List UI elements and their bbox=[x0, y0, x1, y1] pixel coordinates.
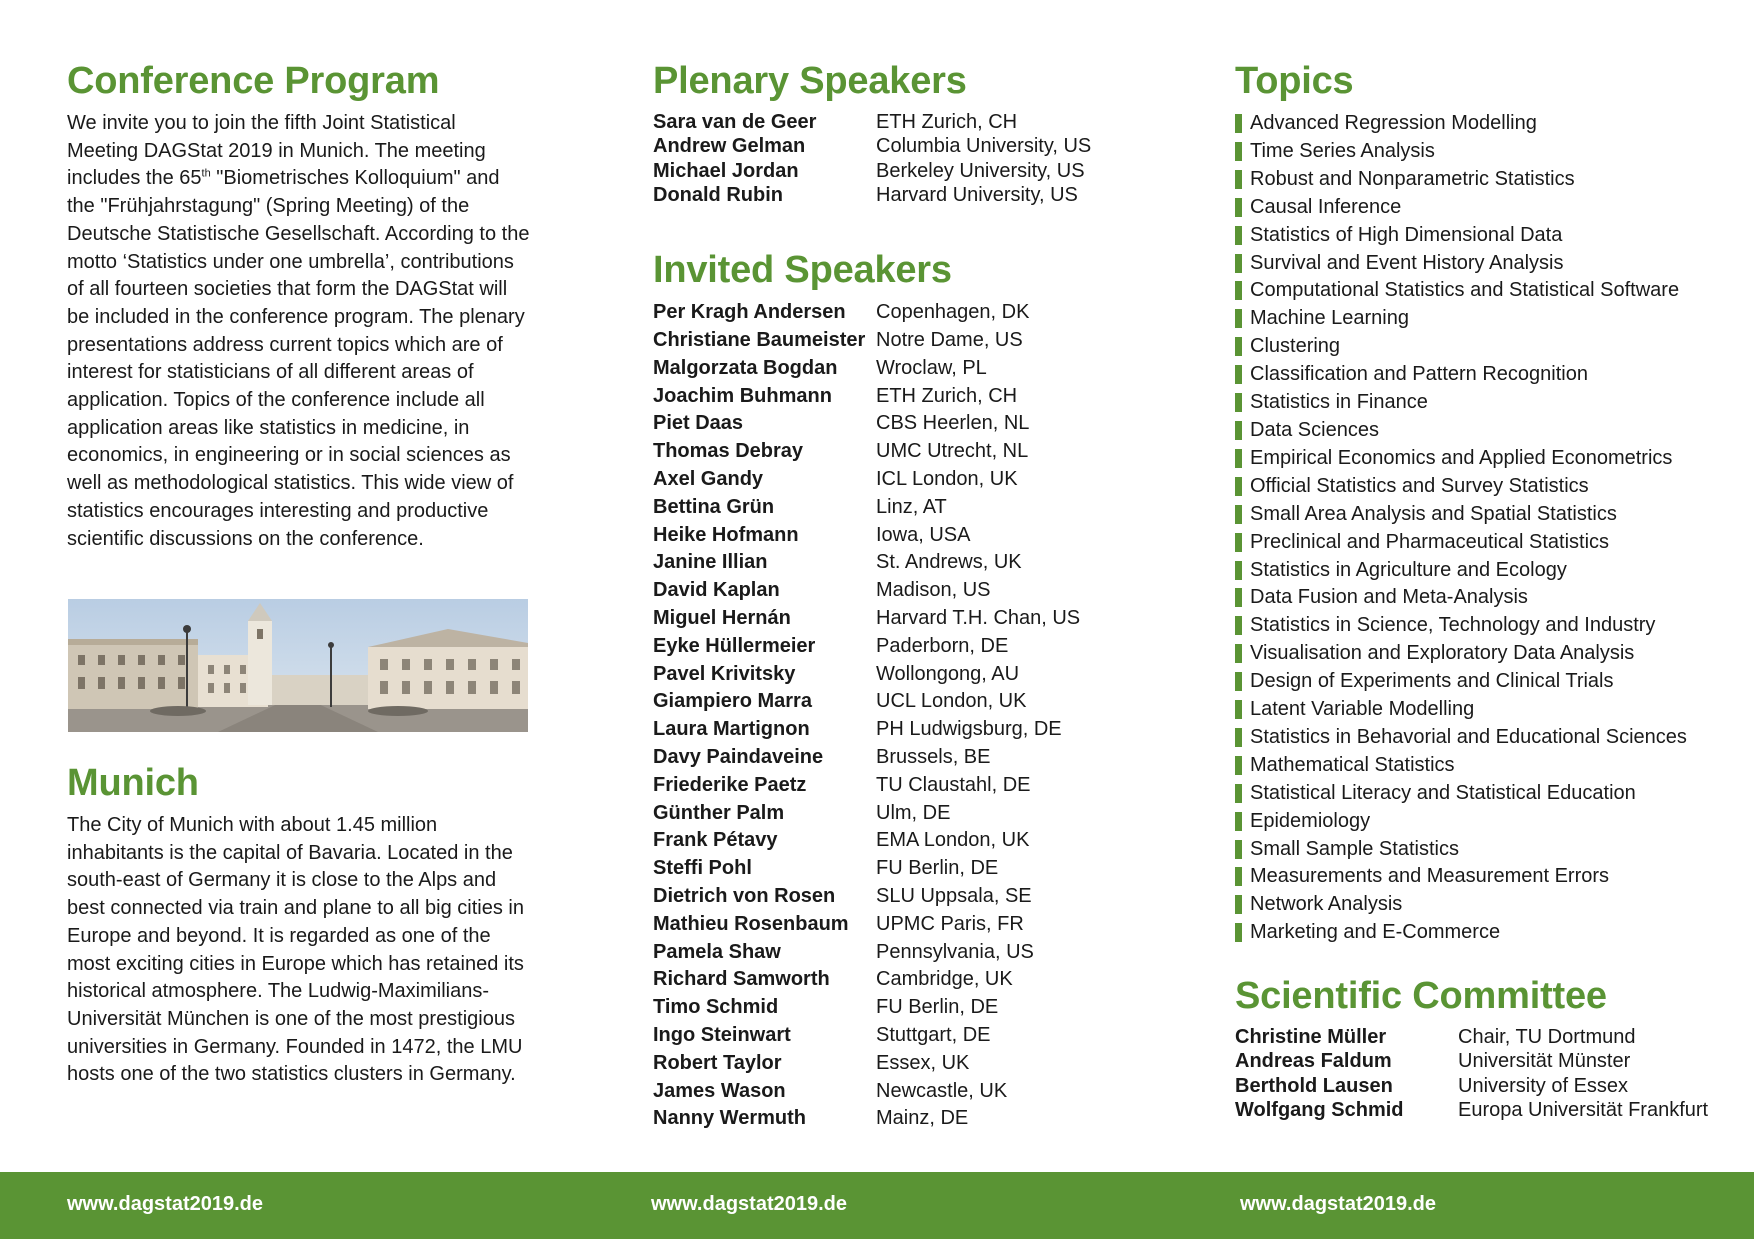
munich-title: Munich bbox=[67, 762, 199, 804]
topic-bullet-icon bbox=[1235, 812, 1242, 831]
person-name: Pamela Shaw bbox=[653, 940, 781, 963]
person-affiliation: Mainz, DE bbox=[876, 1107, 969, 1130]
topic-label: Computational Statistics and Statistical Software bbox=[1250, 279, 1680, 302]
topic-item bbox=[1235, 138, 1735, 166]
person-affiliation: Copenhagen, DK bbox=[876, 301, 1030, 324]
topic-item bbox=[1235, 305, 1735, 333]
invited-title: Invited Speakers bbox=[653, 249, 952, 292]
topic-item bbox=[1235, 250, 1735, 278]
person-name: Günther Palm bbox=[653, 801, 785, 824]
topic-bullet-icon bbox=[1235, 254, 1242, 273]
person-affiliation: ETH Zurich, CH bbox=[876, 384, 1018, 407]
person-affiliation: FU Berlin, DE bbox=[876, 857, 999, 880]
person-name: Friederike Paetz bbox=[653, 773, 807, 796]
person-affiliation: Paderborn, DE bbox=[876, 634, 1009, 657]
footer-url-2[interactable]: www.dagstat2019.de bbox=[651, 1193, 847, 1215]
person-name: Axel Gandy bbox=[653, 467, 764, 490]
person-name: Donald Rubin bbox=[653, 183, 783, 206]
conference-text bbox=[67, 110, 532, 553]
topic-label: Official Statistics and Survey Statistics bbox=[1250, 474, 1589, 497]
topic-label: Empirical Economics and Applied Econometrics bbox=[1250, 446, 1673, 469]
person-name: Laura Martignon bbox=[653, 718, 810, 741]
person-affiliation: UPMC Paris, FR bbox=[876, 912, 1024, 935]
topic-label: Statistics of High Dimensional Data bbox=[1250, 223, 1563, 246]
topic-item bbox=[1235, 333, 1735, 361]
person-affiliation: Cambridge, UK bbox=[876, 968, 1013, 991]
topic-bullet-icon bbox=[1235, 700, 1242, 719]
topic-item bbox=[1235, 780, 1735, 808]
topic-item bbox=[1235, 752, 1735, 780]
person-name: Ingo Steinwart bbox=[653, 1023, 791, 1046]
topic-label: Robust and Nonparametric Statistics bbox=[1250, 167, 1575, 190]
person-name: Wolfgang Schmid bbox=[1235, 1099, 1404, 1122]
topic-bullet-icon bbox=[1235, 644, 1242, 663]
person-name: Berthold Lausen bbox=[1235, 1074, 1393, 1097]
topic-item bbox=[1235, 891, 1735, 919]
munich-section bbox=[67, 760, 532, 1089]
topics-section bbox=[1235, 58, 1735, 1122]
topic-label: Data Fusion and Meta-Analysis bbox=[1250, 586, 1528, 609]
person-name: Piet Daas bbox=[653, 412, 744, 435]
topic-label: Time Series Analysis bbox=[1250, 139, 1435, 162]
topic-item bbox=[1235, 584, 1735, 612]
topic-item bbox=[1235, 836, 1735, 864]
topic-label: Epidemiology bbox=[1250, 809, 1371, 832]
footer-url-3[interactable]: www.dagstat2019.de bbox=[1240, 1193, 1436, 1215]
person-affiliation: Berkeley University, US bbox=[876, 159, 1085, 182]
person-affiliation: Europa Universität Frankfurt bbox=[1458, 1099, 1709, 1122]
person-affiliation: PH Ludwigsburg, DE bbox=[876, 718, 1062, 741]
topic-item bbox=[1235, 277, 1735, 305]
person-name: Pavel Krivitsky bbox=[653, 662, 796, 685]
topic-item bbox=[1235, 473, 1735, 501]
topic-bullet-icon bbox=[1235, 281, 1242, 300]
footer-bar bbox=[0, 1172, 1754, 1239]
topic-item bbox=[1235, 724, 1735, 752]
person-affiliation: Newcastle, UK bbox=[876, 1079, 1008, 1102]
topic-label: Machine Learning bbox=[1250, 307, 1409, 330]
topic-item bbox=[1235, 612, 1735, 640]
person-name: Mathieu Rosenbaum bbox=[653, 912, 849, 935]
person-name: Frank Pétavy bbox=[653, 829, 778, 852]
topic-item bbox=[1235, 222, 1735, 250]
conference-section bbox=[67, 58, 532, 553]
munich-text: The City of Munich with about 1.45 million inhabitants is the capital of Bavaria. Located in the south-east of Germany it is close to the Alps and best connected via train and plane to all big cities in Europe and beyond. It is regarded as one of the most exciting cities in Europe which has retained its historical atmosphere. The Ludwig-Maximilians-Universität München is one of the most prestigious universities in Germany. Founded in 1472, the LMU hosts one of the two statistics clusters in Germany. bbox=[67, 814, 524, 1086]
topic-bullet-icon bbox=[1235, 477, 1242, 496]
conference-title: Conference Program bbox=[67, 60, 440, 102]
topic-label: Measurements and Measurement Errors bbox=[1250, 865, 1610, 888]
topic-label: Survival and Event History Analysis bbox=[1250, 251, 1564, 274]
person-name: Janine Illian bbox=[653, 551, 768, 574]
person-name: Robert Taylor bbox=[653, 1051, 782, 1074]
topic-item bbox=[1235, 389, 1735, 417]
committee-list bbox=[1235, 1025, 1735, 1122]
topic-bullet-icon bbox=[1235, 616, 1242, 635]
topic-label: Causal Inference bbox=[1250, 195, 1402, 218]
conference-text-part2: "Biometrisches Kolloquium" and the "Frühjahrstagung" (Spring Meeting) of the Deutsche Statistische Gesellschaft. According to the motto ‘Statistics under one umbrella’, contributions of all fourteen societies that form the DAGStat will be included in the conference program. The plenary presentations address current topics which are of interest for statisticians of all different areas of application. Topics of the conference include all application areas like statistics in medicine, in economics, in engineering or in social sciences as well as methodological statistics. This wide view of statistics encourages interesting and productive scientific discussions on the conference. bbox=[67, 167, 530, 550]
person-affiliation: Iowa, USA bbox=[876, 523, 971, 546]
person-affiliation: Madison, US bbox=[876, 579, 991, 602]
person-affiliation: FU Berlin, DE bbox=[876, 996, 999, 1019]
person-name: Andrew Gelman bbox=[653, 135, 806, 158]
topic-item bbox=[1235, 194, 1735, 222]
plenary-title: Plenary Speakers bbox=[653, 60, 967, 102]
person-affiliation: Universität Münster bbox=[1458, 1050, 1631, 1073]
person-affiliation: Columbia University, US bbox=[876, 135, 1092, 158]
person-affiliation: Wollongong, AU bbox=[876, 662, 1020, 685]
topic-label: Mathematical Statistics bbox=[1250, 753, 1455, 776]
topic-bullet-icon bbox=[1235, 337, 1242, 356]
person-affiliation: Harvard University, US bbox=[876, 183, 1078, 206]
person-name: Davy Paindaveine bbox=[653, 745, 824, 768]
person-affiliation: ICL London, UK bbox=[876, 467, 1018, 490]
person-affiliation: CBS Heerlen, NL bbox=[876, 412, 1030, 435]
topic-bullet-icon bbox=[1235, 561, 1242, 580]
topic-label: Statistics in Agriculture and Ecology bbox=[1250, 558, 1567, 581]
person-affiliation: Stuttgart, DE bbox=[876, 1023, 991, 1046]
topic-label: Marketing and E-Commerce bbox=[1250, 921, 1501, 944]
invited-list bbox=[653, 299, 1123, 1133]
person-affiliation: St. Andrews, UK bbox=[876, 551, 1022, 574]
topic-bullet-icon bbox=[1235, 588, 1242, 607]
person-affiliation: TU Claustahl, DE bbox=[876, 773, 1031, 796]
person-name: Dietrich von Rosen bbox=[653, 884, 836, 907]
topic-bullet-icon bbox=[1235, 533, 1242, 552]
topic-bullet-icon bbox=[1235, 672, 1242, 691]
topic-bullet-icon bbox=[1235, 421, 1242, 440]
topic-bullet-icon bbox=[1235, 895, 1242, 914]
topic-bullet-icon bbox=[1235, 393, 1242, 412]
topic-item bbox=[1235, 166, 1735, 194]
person-name: David Kaplan bbox=[653, 579, 780, 602]
person-affiliation: EMA London, UK bbox=[876, 829, 1030, 852]
committee-title: Scientific Committee bbox=[1235, 975, 1607, 1018]
munich-university-photo bbox=[68, 599, 528, 732]
topic-bullet-icon bbox=[1235, 198, 1242, 217]
topic-bullet-icon bbox=[1235, 170, 1242, 189]
topic-bullet-icon bbox=[1235, 840, 1242, 859]
person-name: Malgorzata Bogdan bbox=[653, 356, 838, 379]
person-affiliation: UCL London, UK bbox=[876, 690, 1027, 713]
person-name: Joachim Buhmann bbox=[653, 384, 832, 407]
person-name: Per Kragh Andersen bbox=[653, 301, 846, 324]
person-affiliation: Pennsylvania, US bbox=[876, 940, 1034, 963]
person-name: Eyke Hüllermeier bbox=[653, 634, 816, 657]
topic-label: Design of Experiments and Clinical Trials bbox=[1250, 670, 1614, 693]
person-name: Andreas Faldum bbox=[1235, 1050, 1392, 1073]
person-name: Giampiero Marra bbox=[653, 690, 812, 713]
topic-bullet-icon bbox=[1235, 867, 1242, 886]
person-name: James Wason bbox=[653, 1079, 786, 1102]
topic-item bbox=[1235, 668, 1735, 696]
person-affiliation: Linz, AT bbox=[876, 495, 947, 518]
topic-item bbox=[1235, 501, 1735, 529]
person-affiliation: Chair, TU Dortmund bbox=[1458, 1026, 1636, 1049]
topic-bullet-icon bbox=[1235, 923, 1242, 942]
person-name: Christiane Baumeister bbox=[653, 328, 866, 351]
topic-item bbox=[1235, 445, 1735, 473]
person-affiliation: SLU Uppsala, SE bbox=[876, 884, 1032, 907]
topic-label: Preclinical and Pharmaceutical Statistics bbox=[1250, 530, 1610, 553]
topic-label: Network Analysis bbox=[1250, 893, 1403, 916]
person-affiliation: Notre Dame, US bbox=[876, 328, 1023, 351]
topic-bullet-icon bbox=[1235, 728, 1242, 747]
topic-item bbox=[1235, 696, 1735, 724]
topic-item bbox=[1235, 919, 1735, 947]
topic-item bbox=[1235, 529, 1735, 557]
topic-bullet-icon bbox=[1235, 365, 1242, 384]
footer-url-1[interactable]: www.dagstat2019.de bbox=[67, 1193, 263, 1215]
topic-label: Small Sample Statistics bbox=[1250, 837, 1459, 860]
person-affiliation: Harvard T.H. Chan, US bbox=[876, 606, 1081, 629]
person-name: Bettina Grün bbox=[653, 495, 775, 518]
plenary-list bbox=[653, 110, 1123, 207]
person-name: Nanny Wermuth bbox=[653, 1107, 806, 1130]
person-name: Sara van de Geer bbox=[653, 111, 817, 133]
topic-item bbox=[1235, 361, 1735, 389]
person-name: Heike Hofmann bbox=[653, 523, 799, 546]
topic-bullet-icon bbox=[1235, 226, 1242, 245]
topic-bullet-icon bbox=[1235, 309, 1242, 328]
person-name: Christine Müller bbox=[1235, 1026, 1387, 1049]
topic-label: Statistics in Behavorial and Educational Sciences bbox=[1250, 725, 1687, 748]
person-affiliation: Wroclaw, PL bbox=[876, 356, 987, 379]
person-affiliation: Ulm, DE bbox=[876, 801, 951, 824]
conference-text-sup: th bbox=[201, 167, 211, 180]
topic-item bbox=[1235, 110, 1735, 138]
person-name: Michael Jordan bbox=[653, 159, 799, 182]
topic-bullet-icon bbox=[1235, 505, 1242, 524]
person-affiliation: Brussels, BE bbox=[876, 745, 991, 768]
topic-label: Statistics in Science, Technology and Industry bbox=[1250, 614, 1656, 637]
topic-bullet-icon bbox=[1235, 114, 1242, 133]
person-name: Richard Samworth bbox=[653, 968, 830, 991]
topic-bullet-icon bbox=[1235, 449, 1242, 468]
topic-item bbox=[1235, 863, 1735, 891]
topic-bullet-icon bbox=[1235, 142, 1242, 161]
topic-item bbox=[1235, 557, 1735, 585]
topic-label: Statistical Literacy and Statistical Education bbox=[1250, 781, 1636, 804]
topic-bullet-icon bbox=[1235, 756, 1242, 775]
person-name: Timo Schmid bbox=[653, 996, 779, 1019]
topic-item bbox=[1235, 417, 1735, 445]
person-name: Miguel Hernán bbox=[653, 606, 791, 629]
conference-text-part1: We invite you to join the fifth Joint Statistical Meeting DAGStat 2019 in Munich. The meeting includes the 65 bbox=[67, 112, 486, 190]
person-name: Steffi Pohl bbox=[653, 857, 752, 880]
topic-label: Small Area Analysis and Spatial Statistics bbox=[1250, 502, 1617, 525]
topics-title: Topics bbox=[1235, 60, 1354, 102]
topic-item bbox=[1235, 640, 1735, 668]
topic-bullet-icon bbox=[1235, 784, 1242, 803]
person-affiliation: University of Essex bbox=[1458, 1074, 1629, 1097]
topic-label: Classification and Pattern Recognition bbox=[1250, 363, 1588, 386]
topic-label: Visualisation and Exploratory Data Analysis bbox=[1250, 642, 1635, 665]
person-affiliation: Essex, UK bbox=[876, 1051, 970, 1074]
topic-label: Latent Variable Modelling bbox=[1250, 698, 1475, 721]
speakers-section bbox=[653, 58, 1123, 1133]
person-affiliation: ETH Zurich, CH bbox=[876, 111, 1018, 133]
topic-item bbox=[1235, 808, 1735, 836]
topic-label: Data Sciences bbox=[1250, 418, 1379, 441]
person-affiliation: UMC Utrecht, NL bbox=[876, 440, 1029, 463]
person-name: Thomas Debray bbox=[653, 440, 804, 463]
topic-label: Advanced Regression Modelling bbox=[1250, 112, 1537, 134]
topic-label: Clustering bbox=[1250, 335, 1341, 358]
topics-list bbox=[1235, 110, 1735, 947]
topic-label: Statistics in Finance bbox=[1250, 391, 1428, 414]
